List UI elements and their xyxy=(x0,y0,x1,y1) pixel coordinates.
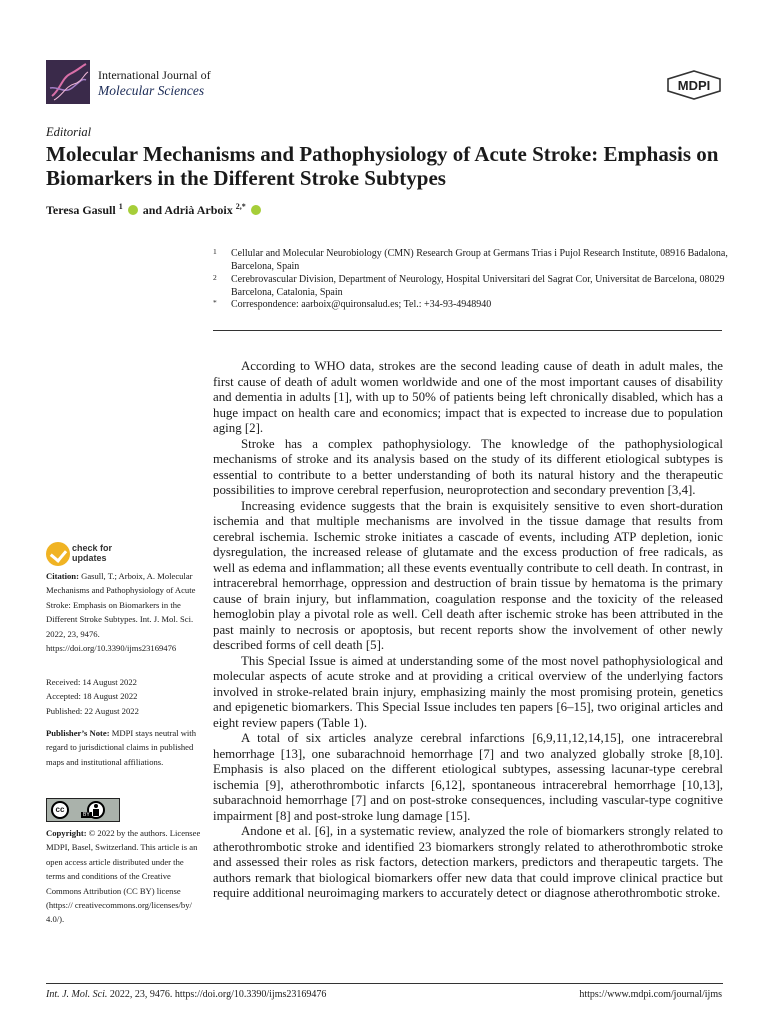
author-joiner: and xyxy=(142,203,163,217)
affiliation-text: Correspondence: aarboix@quironsalud.es; Tel.: +34-93-4948940 xyxy=(231,299,492,310)
author-name: Teresa Gasull xyxy=(46,203,116,217)
header-divider xyxy=(213,330,722,331)
citation-block xyxy=(46,569,201,655)
footer-journal-url[interactable]: https://www.mdpi.com/journal/ijms xyxy=(579,989,722,1000)
correspondence xyxy=(213,298,733,311)
author-name: Adrià Arboix xyxy=(164,203,233,217)
body-paragraph: Increasing evidence suggests that the brain is exquisitely sensitive to even short-duration ischemia and that multiple mechanisms are involved in the tissue damage that results from cerebral ischemia. Ischemic stroke initiates a cascade of events, including ATP depletion, ionic dysregulation, the increased release of glutamate and the excess production of free radicals, as well as edema and inflammation; all these events eventually contribute to cell death. In contrast, in intracerebral hemorrhage, oppression and destruction of brain tissue by hematoma is the primary cause of brain injury, but inflammation, coagulation response and the toxicity of the released hemoglobin play a pivotal role as well. Cell death after ischemic stroke has been attributed in the past mainly to necrosis or apoptosis, but recent reports show the involvement of other newly described forms of cell death [5]. xyxy=(213,498,723,652)
author-list xyxy=(46,202,263,218)
body-paragraph: This Special Issue is aimed at understanding some of the most novel pathophysiological and molecular aspects of acute stroke and at providing a critical overview of the underlying factors involved in stroke-related brain injury, emphasizing mainly the most promising protein, genetics and epigenetic biomarkers. This Special Issue includes ten papers [6–15], two original articles and eight review papers (Table 1). xyxy=(213,653,723,730)
journal-logo-icon xyxy=(46,60,90,104)
citation-label: Citation: xyxy=(46,571,79,581)
creative-commons-icon: cc xyxy=(51,801,69,819)
journal-name-line2: Molecular Sciences xyxy=(98,83,205,98)
mdpi-logo-text: MDPI xyxy=(677,78,711,93)
orcid-icon[interactable] xyxy=(128,205,138,215)
mdpi-logo[interactable] xyxy=(666,70,722,100)
affiliation xyxy=(213,273,733,299)
orcid-icon[interactable] xyxy=(251,205,261,215)
footer-citation-rest: 2022, 23, 9476. https://doi.org/10.3390/ijms23169476 xyxy=(109,989,327,1000)
author-affil-mark: 1 xyxy=(118,202,123,211)
affiliation-mark: 2 xyxy=(213,273,217,282)
author-affil-mark: 2,* xyxy=(235,202,246,211)
publisher-note-text: MDPI stays neutral with regard to jurisdictional claims in published maps and institutional affiliations. xyxy=(46,728,196,767)
affiliation-mark: 1 xyxy=(213,247,217,256)
citation-text: Gasull, T.; Arboix, A. Molecular Mechanisms and Pathophysiology of Acute Stroke: Emphasis on Biomarkers in the Different Stroke Subtypes. Int. J. Mol. Sci. 2022, 23, 9476. https://doi.org/10.3390/ijms23169476 xyxy=(46,571,196,654)
copyright-label: Copyright: xyxy=(46,828,87,838)
checkmark-icon xyxy=(46,542,70,566)
journal-name xyxy=(98,68,211,98)
footer-citation xyxy=(46,989,326,1000)
body-paragraph: Stroke has a complex pathophysiology. The knowledge of the pathophysiological mechanisms of stroke and its analysis based on the study of its different etiological subtypes is essential to contribute to a better understanding of both its natural history and the therapeutic possibilities to improve cerebral reperfusion, neuroprotection and secondary prevention [3,4]. xyxy=(213,436,723,497)
accepted-date: Accepted: 18 August 2022 xyxy=(46,691,138,702)
affiliation-text: Cellular and Molecular Neurobiology (CMN) Research Group at Germans Trias i Pujol Research Institute, 08916 Badalona, Barcelona, Spain xyxy=(231,248,728,272)
cc-by-label: BY xyxy=(83,812,90,818)
article-title: Molecular Mechanisms and Pathophysiology of Acute Stroke: Emphasis on Biomarkers in the Different Stroke Subtypes xyxy=(46,142,719,190)
copyright-text: © 2022 by the authors. Licensee MDPI, Basel, Switzerland. This article is an open access article distributed under the terms and conditions of the Creative Commons Attribution (CC BY) license (https:// creativecommons.org/licenses/by/ 4.0/). xyxy=(46,828,201,925)
article-type: Editorial xyxy=(46,125,92,139)
body-paragraph: Andone et al. [6], in a systematic review, analyzed the role of biomarkers strongly related to atherothrombotic stroke and identified 23 biomarkers strongly related to atherothrombotic stroke and assessed their roles as risk factors, detection markers, predictors and therapeutic targets. The authors remark that biological biomarkers offer new data that could improve clinical practice but require additional neuroimaging markers to accurately detect or diagnose atherothrombotic stroke. xyxy=(213,824,723,900)
journal-name-line1: International Journal of xyxy=(98,68,211,82)
copyright-block xyxy=(46,826,201,927)
published-date: Published: 22 August 2022 xyxy=(46,705,139,716)
publisher-note-label: Publisher’s Note: xyxy=(46,728,110,738)
dates-block xyxy=(46,675,201,718)
body-paragraph: A total of six articles analyze cerebral infarctions [6,9,11,12,14,15], one intracerebral hemorrhage [13], one subarachnoid hemorrhage [7] and two analyzed globally stroke [8,10]. Emphasis is also placed on the different etiological subtypes, assessing lacunar-type cerebral ischemia [9], atherothrombotic infarcts [6,12], spontaneous intracerebral hemorrhage [10,13], subarachnoid hemorrhage [7] and on post-stroke consequences, including vascular-type cognitive impairment [8] and post-stroke lung damage [15]. xyxy=(213,731,723,823)
footer-divider xyxy=(46,983,723,984)
footer-journal-abbrev: Int. J. Mol. Sci. xyxy=(46,989,108,1000)
received-date: Received: 14 August 2022 xyxy=(46,677,137,687)
cc-by-license-badge[interactable] xyxy=(46,798,120,822)
affiliation-mark: * xyxy=(213,298,217,307)
article-body xyxy=(213,359,723,902)
body-paragraph: According to WHO data, strokes are the second leading cause of death in adult males, the first cause of death of adult women worldwide and one of the most important causes of disability and dementia in adults [1], with up to 50% of patients being left chronically disabled, which has a huge impact on health care and economics; impact that is expected to increase due to population aging [2]. xyxy=(213,359,723,435)
check-for-updates-label: check for updates xyxy=(72,543,113,563)
affiliation-text: Cerebrovascular Division, Department of Neurology, Hospital Universitari del Sagrat Cor, Universitat de Barcelona, 08029 Barcelona, Catalonia, Spain xyxy=(231,274,725,298)
publisher-note xyxy=(46,726,201,769)
affiliation xyxy=(213,247,733,273)
